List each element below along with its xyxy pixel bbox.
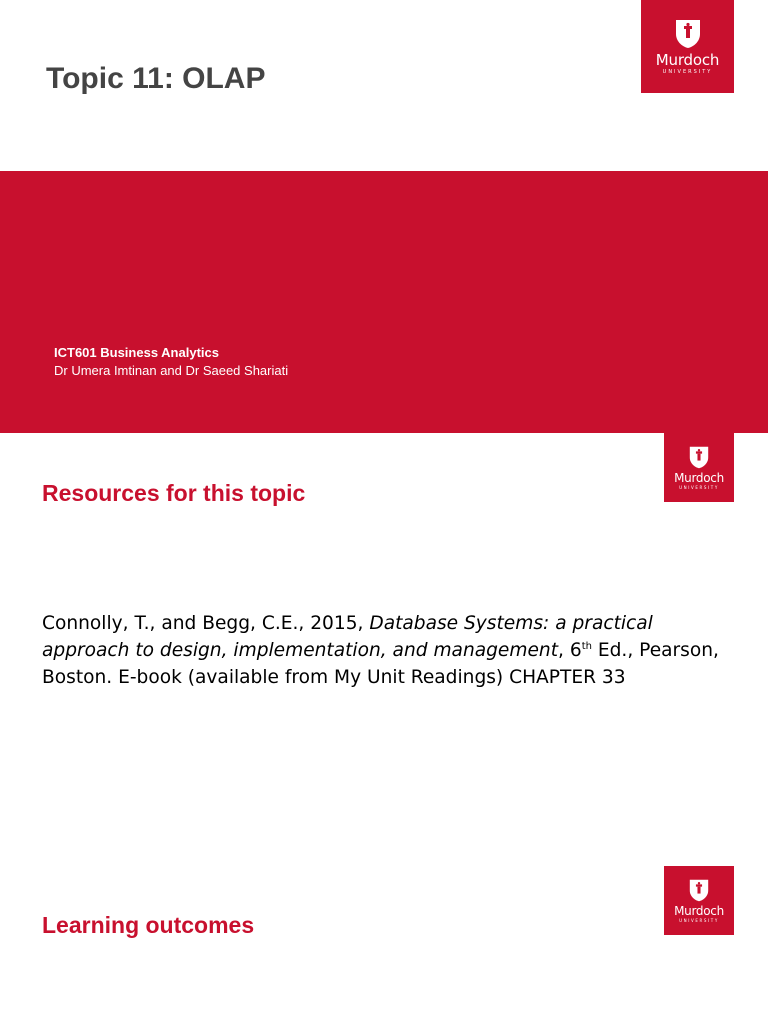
slide-heading: Resources for this topic — [42, 480, 306, 506]
logo-subword: UNIVERSITY — [679, 918, 719, 923]
logo-wordmark: Murdoch — [655, 51, 720, 69]
resources-slide — [0, 433, 768, 866]
murdoch-logo — [664, 866, 734, 935]
reference-authors: Connolly, T., and Begg, C.E., 2015, — [42, 613, 370, 634]
shield-crest-icon — [689, 879, 709, 902]
reference-edition-suffix: th — [581, 640, 592, 652]
logo-wordmark: Murdoch — [674, 471, 724, 485]
title-band — [0, 171, 768, 433]
reference-book-title: Database Systems: a practical approach to design, implementation, and management — [42, 613, 653, 661]
textbook-reference — [42, 610, 722, 691]
title-slide — [0, 0, 768, 433]
logo-wordmark: Murdoch — [674, 904, 724, 918]
reference-edition-number: 6 — [569, 640, 582, 661]
shield-crest-icon — [675, 19, 701, 49]
lecturer-names: Dr Umera Imtinan and Dr Saeed Shariati — [54, 363, 289, 378]
reference-publication-details: Ed., Pearson, Boston. E-book (available from My Unit Readings) CHAPTER 33 — [42, 640, 719, 688]
learning-outcomes-slide — [0, 866, 768, 1024]
shield-crest-icon — [689, 446, 709, 469]
slide-heading: Learning outcomes — [42, 912, 255, 938]
murdoch-logo — [641, 0, 734, 93]
reference-comma: , — [558, 640, 570, 661]
logo-subword: UNIVERSITY — [662, 69, 713, 75]
logo-subword: UNIVERSITY — [679, 485, 719, 490]
murdoch-logo — [664, 433, 734, 502]
slide-title: Topic 11: OLAP — [46, 62, 266, 95]
unit-name: ICT601 Business Analytics — [54, 345, 219, 360]
